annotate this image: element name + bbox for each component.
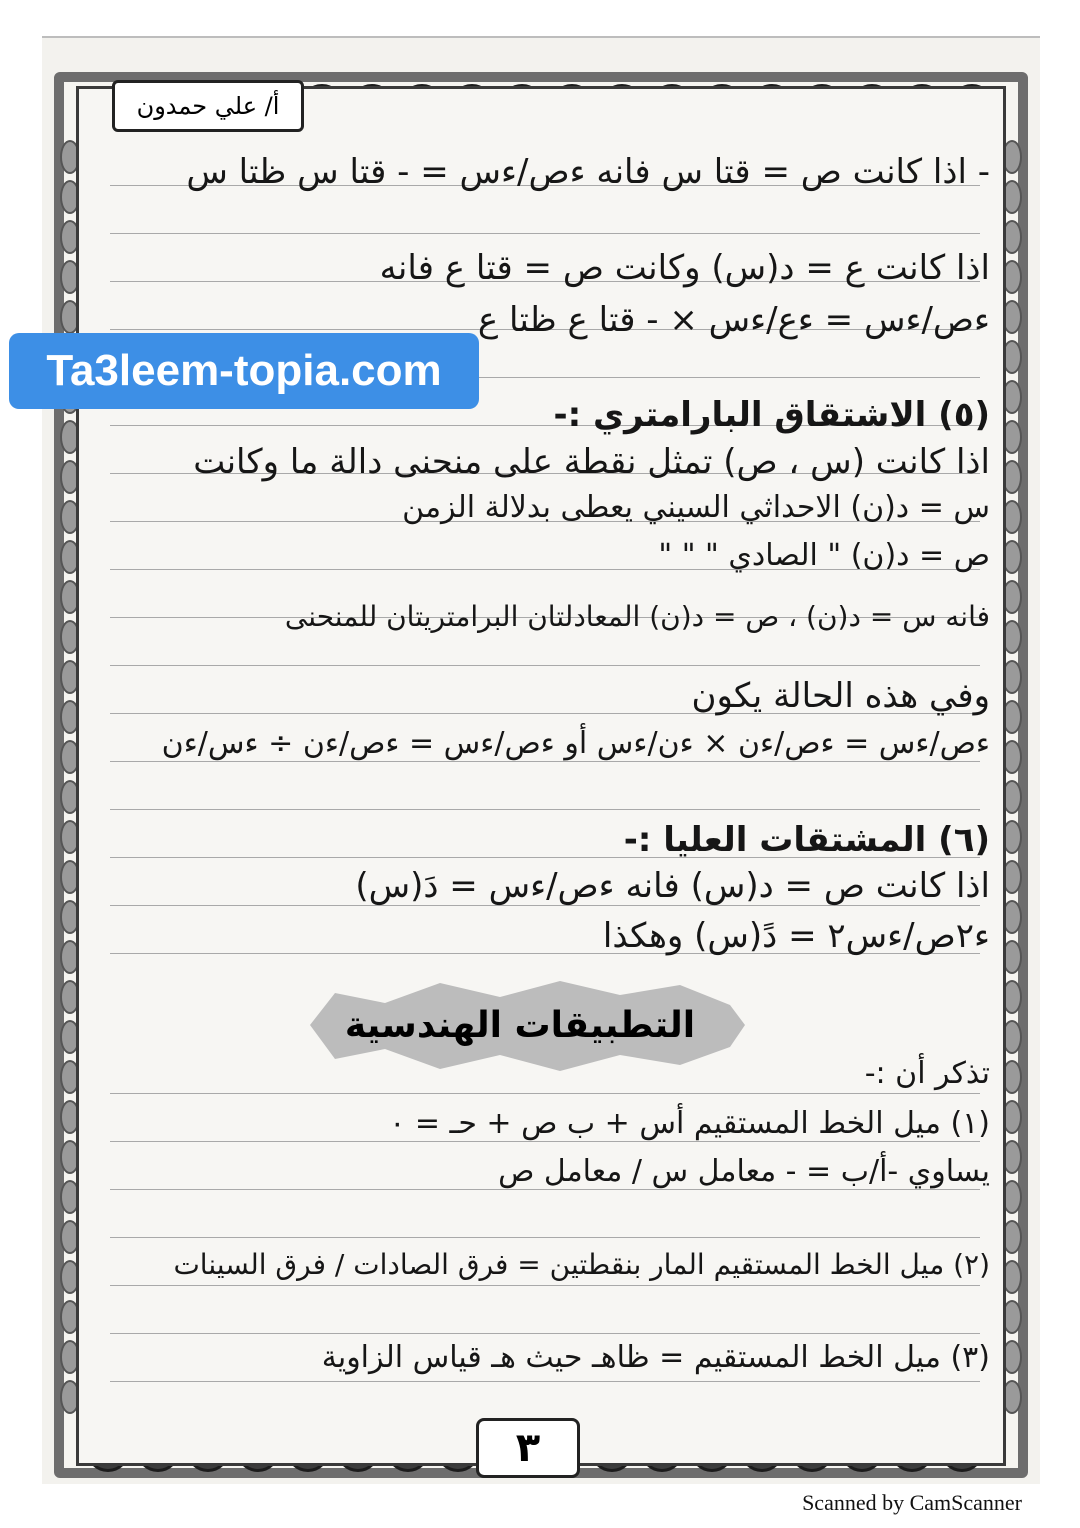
page-number: ٣	[476, 1418, 580, 1478]
line-9: وفي هذه الحالة يكون	[691, 676, 990, 716]
line-8: فانه س = د(ن) ، ص = د(ن) المعادلتان البرامتريتان للمنحنى	[284, 600, 990, 633]
line-13: ء٢ص/ءس٢ = دً(س) وهكذا	[602, 916, 990, 956]
site-watermark[interactable]: Ta3leem-topia.com	[9, 333, 479, 409]
line-18: (٣) ميل الخط المستقيم = ظاهـ حيث هـ قياس الزاوية	[321, 1340, 990, 1375]
remember-label: تذكر أن :-	[864, 1056, 990, 1091]
heading-higher-derivatives: (٦) المشتقات العليا :-	[623, 820, 990, 860]
line-3: ءص/ءس = ءع/ءس × - قتا ع ظتا ع	[477, 300, 990, 340]
top-divider	[42, 36, 1040, 38]
line-5: اذا كانت (س ، ص) تمثل نقطة على منحنى دالة ما وكانت	[193, 442, 990, 482]
section-banner-title: التطبيقات الهندسية	[344, 1004, 696, 1046]
line-10: ءص/ءس = ءص/ءن × ءن/ءس أو ءص/ءس = ءص/ءن ÷ ءس/ءن	[161, 726, 990, 761]
line-16: يساوي -أ/ب = - معامل س / معامل ص	[498, 1154, 990, 1189]
line-7: ص = د(ن) " الصادي " " "	[658, 538, 990, 573]
author-label: أ/ علي حمدون	[112, 80, 304, 132]
line-17: (٢) ميل الخط المستقيم المار بنقطتين = فرق الصادات / فرق السينات	[173, 1248, 990, 1281]
scanner-credit: Scanned by CamScanner	[802, 1490, 1022, 1515]
line-12: اذا كانت ص = د(س) فانه ءص/ءس = دَ(س)	[355, 866, 990, 906]
line-6: س = د(ن) الاحداثي السيني يعطى بدلالة الزمن	[402, 490, 990, 525]
line-1: - اذا كانت ص = قتا س فانه ءص/ءس = - قتا س ظتا س	[186, 152, 990, 192]
line-15: (١) ميل الخط المستقيم أس + ب ص + حـ = ٠	[389, 1106, 990, 1141]
line-2: اذا كانت ع = د(س) وكانت ص = قتا ع فانه	[379, 248, 990, 288]
heading-parametric: (٥) الاشتقاق البارامتري :-	[553, 395, 990, 435]
